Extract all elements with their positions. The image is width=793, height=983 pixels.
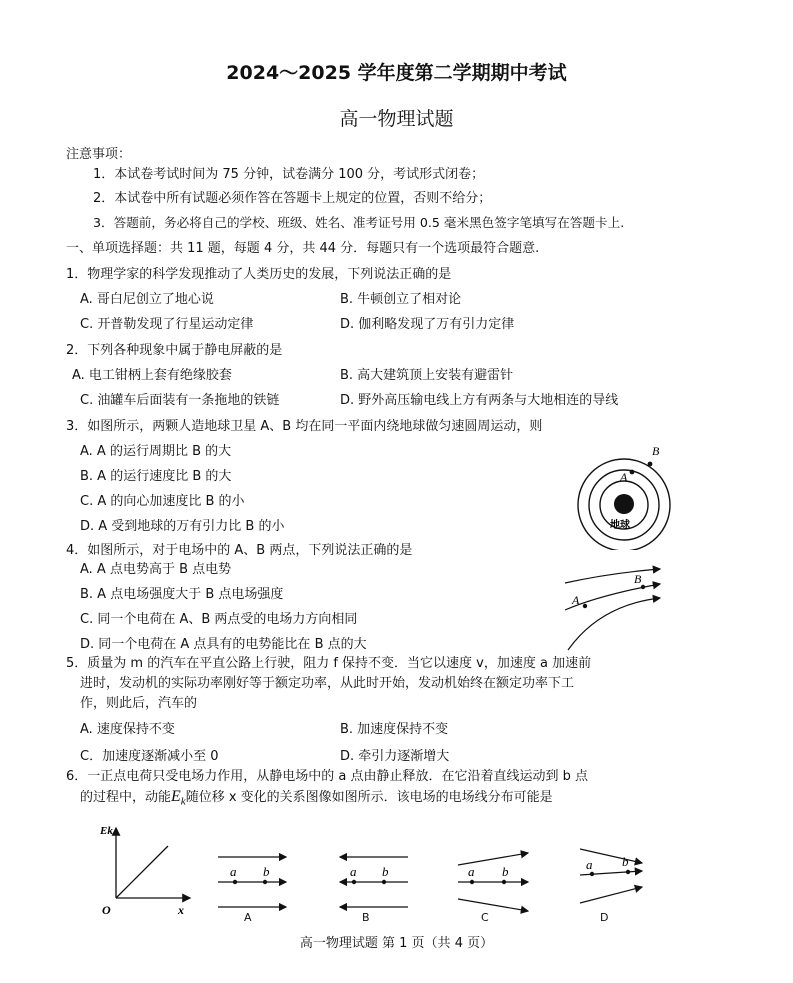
earth-core [614, 494, 634, 514]
panel-a-lines [218, 857, 286, 907]
section-heading: 一、单项选择题：共 11 题，每题 4 分，共 44 分．每题只有一个选项最符合题意. [66, 241, 540, 256]
q1-option-a: A. 哥白尼创立了地心说 [80, 292, 214, 307]
exam-title: 2024～2025 学年度第二学期期中考试 [226, 62, 567, 84]
q5-option-a: A. 速度保持不变 [80, 722, 175, 737]
q1-option-b: B. 牛顿创立了相对论 [340, 292, 462, 307]
q6-stem-line-2 [80, 788, 553, 811]
q1-option-c: C. 开普勒发现了行星运动定律 [80, 317, 254, 332]
notice-item-2: 2．本试卷中所有试题必须作答在答题卡上规定的位置，否则不给分； [93, 191, 492, 206]
panel-b-label: B [362, 911, 370, 924]
panel-d-label: D [600, 911, 609, 924]
q4-option-b: B. A 点电场强度大于 B 点电场强度 [80, 587, 284, 602]
q3-stem: 3．如图所示，两颗人造地球卫星 A、B 均在同一平面内绕地球做匀速圆周运动，则 [66, 419, 543, 434]
ek-symbol: E [171, 788, 181, 805]
notice-item-1: 1．本试卷考试时间为 75 分钟，试卷满分 100 分，考试形式闭卷； [93, 167, 485, 182]
q4-field-figure [560, 565, 670, 655]
q6-ek-graph [98, 820, 198, 920]
panel-c-lines [458, 853, 528, 911]
graph-ek-line [116, 846, 168, 898]
q3-option-a: A. A 的运行周期比 B 的大 [80, 444, 232, 459]
q3-orbit-figure [570, 440, 680, 550]
svg-text:a: a [586, 857, 593, 872]
ek-subscript: k [180, 795, 186, 808]
svg-text:a: a [230, 864, 237, 879]
q4-option-c: C. 同一个电荷在 A、B 两点受的电场力方向相同 [80, 612, 358, 627]
graph-x-label: x [178, 903, 184, 917]
graph-y-label: Ek [100, 825, 113, 837]
satellite-a-dot [630, 470, 635, 475]
notice-heading: 注意事项： [66, 147, 132, 162]
q2-option-c: C. 油罐车后面装有一条拖地的铁链 [80, 393, 280, 408]
field-line-3 [568, 598, 660, 650]
q3-option-b: B. A 的运行速度比 B 的大 [80, 469, 232, 484]
point-a-label: A [572, 593, 580, 607]
q5-stem-line-1: 5．质量为 m 的汽车在平直公路上行驶，阻力 f 保持不变．当它以速度 v，加速度 a 加速前 [66, 656, 592, 671]
satellite-b-label: B [652, 444, 660, 458]
q2-stem: 2．下列各种现象中属于静电屏蔽的是 [66, 343, 283, 358]
svg-text:b: b [382, 864, 389, 879]
panel-a-label: A [244, 911, 252, 924]
svg-text:b: b [263, 864, 270, 879]
satellite-a-label: A [620, 470, 628, 484]
q5-option-d: D. 牵引力逐渐增大 [340, 749, 450, 764]
svg-text:a: a [468, 864, 475, 879]
q6-field-panels [210, 845, 660, 930]
q4-stem: 4．如图所示，对于电场中的 A、B 两点，下列说法正确的是 [66, 543, 413, 558]
q5-stem-line-2: 进时，发动机的实际功率刚好等于额定功率，从此时开始，发动机始终在额定功率下工 [80, 676, 575, 691]
svg-text:b: b [622, 854, 629, 869]
q5-option-c: C．加速度逐渐减小至 0 [80, 749, 219, 764]
q6-stem-line-2a: 的过程中，动能 [80, 790, 172, 805]
point-b-dot [641, 585, 645, 589]
q4-option-d: D. 同一个电荷在 A 点具有的电势能比在 B 点的大 [80, 637, 367, 652]
exam-subtitle: 高一物理试题 [339, 108, 454, 130]
svg-text:b: b [502, 864, 509, 879]
panel-b-lines [340, 857, 408, 907]
q3-option-d: D. A 受到地球的万有引力比 B 的小 [80, 519, 285, 534]
q2-option-a: A. 电工钳柄上套有绝缘胶套 [72, 368, 232, 383]
q5-option-b: B. 加速度保持不变 [340, 722, 449, 737]
q2-option-b: B. 高大建筑顶上安装有避雷针 [340, 368, 514, 383]
q3-option-c: C. A 的向心加速度比 B 的小 [80, 494, 245, 509]
point-b-label: B [634, 572, 642, 586]
q6-stem-line-2b: 随位移 x 变化的关系图像如图所示．该电场的电场线分布可能是 [185, 790, 553, 805]
q5-stem-line-3: 作，则此后，汽车的 [80, 696, 198, 711]
q2-option-d: D. 野外高压输电线上方有两条与大地相连的导线 [340, 393, 619, 408]
q6-stem-line-1: 6．一正点电荷只受电场力作用，从静电场中的 a 点由静止释放．在它沿着直线运动到 b 点 [66, 769, 589, 784]
graph-origin-label: O [102, 903, 111, 917]
q4-option-a: A. A 点电势高于 B 点电势 [80, 562, 232, 577]
earth-label: 地球 [610, 520, 630, 531]
panel-c-label: C [481, 911, 489, 924]
field-line-1 [565, 569, 660, 583]
point-a-dot [583, 604, 587, 608]
page-footer: 高一物理试题 第 1 页（共 4 页） [299, 936, 494, 951]
panel-d-lines [580, 849, 642, 903]
satellite-b-dot [648, 462, 653, 467]
svg-text:a: a [350, 864, 357, 879]
q1-option-d: D. 伽利略发现了万有引力定律 [340, 317, 515, 332]
notice-item-3: 3．答题前，务必将自己的学校、班级、姓名、准考证号用 0.5 毫米黑色签字笔填写在答题卡上. [93, 215, 625, 230]
q1-stem: 1．物理学家的科学发现推动了人类历史的发展，下列说法正确的是 [66, 267, 452, 282]
